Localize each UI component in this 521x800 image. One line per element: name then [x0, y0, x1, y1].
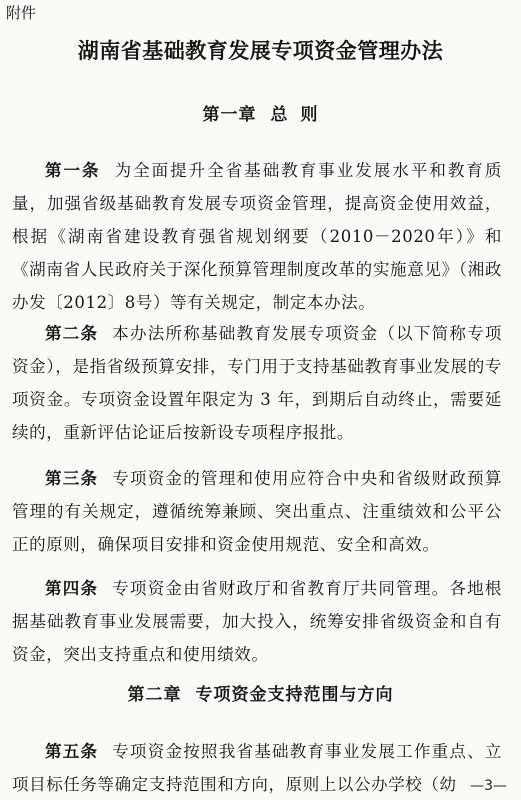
chapter-1-heading: [0, 104, 521, 126]
article-2-label: 第二条: [45, 323, 99, 343]
article-5: [12, 735, 502, 800]
article-5-label: 第五条: [45, 741, 99, 761]
article-1-label: 第一条: [45, 160, 101, 180]
article-1-text: 为全面提升全省基础教育事业发展水平和教育质量，加强省级基础教育发展专项资金管理，提高资金使用效益，根据《湖南省建设教育强省规划纲要（2010－2020年）》和《湖南省人民政府关于深化预算管理制度改革的实施意见》（湘政办发〔2012〕8号）等有关规定，制定本办法。: [12, 160, 502, 312]
attachment-label: 附件: [6, 4, 37, 22]
article-4: [12, 572, 502, 671]
chapter-1-number: 第一章: [202, 105, 257, 125]
article-4-label: 第四条: [45, 578, 99, 598]
chapter-1-name-part2: 则: [300, 105, 319, 125]
article-5-text: 专项资金按照我省基础教育事业发展工作重点、立项目标任务等确定支持范围和方向，原则上以公办学校（幼: [12, 741, 502, 794]
article-4-text: 专项资金由省财政厅和省教育厅共同管理。各地根据基础教育事业发展需要，加大投入，统筹安排省级资金和自有资金，突出支持重点和使用绩效。: [12, 578, 502, 664]
document-title: 湖南省基础教育发展专项资金管理办法: [77, 39, 444, 63]
article-1: [12, 154, 502, 319]
chapter-2-heading: [0, 684, 521, 706]
article-3-label: 第三条: [45, 468, 99, 488]
chapter-2-name: 专项资金支持范围与方向: [195, 685, 394, 705]
chapter-1-name-part1: 总: [270, 105, 289, 125]
article-2: [12, 317, 502, 449]
article-3-text: 专项资金的管理和使用应符合中央和省级财政预算管理的有关规定，遵循统筹兼顾、突出重点、注重绩效和公平公正的原则，确保项目安排和资金使用规范、安全和高效。: [12, 468, 502, 554]
chapter-2-number: 第二章: [127, 685, 182, 705]
article-3: [12, 462, 502, 561]
article-2-text: 本办法所称基础教育发展专项资金（以下简称专项资金），是指省级预算安排，专门用于支持基础教育事业发展的专项资金。专项资金设置年限定为 3 年，到期后自动终止，需要延续的，重新评估论证后按新设专项程序报批。: [12, 323, 502, 442]
page-number: —3—: [470, 778, 507, 794]
